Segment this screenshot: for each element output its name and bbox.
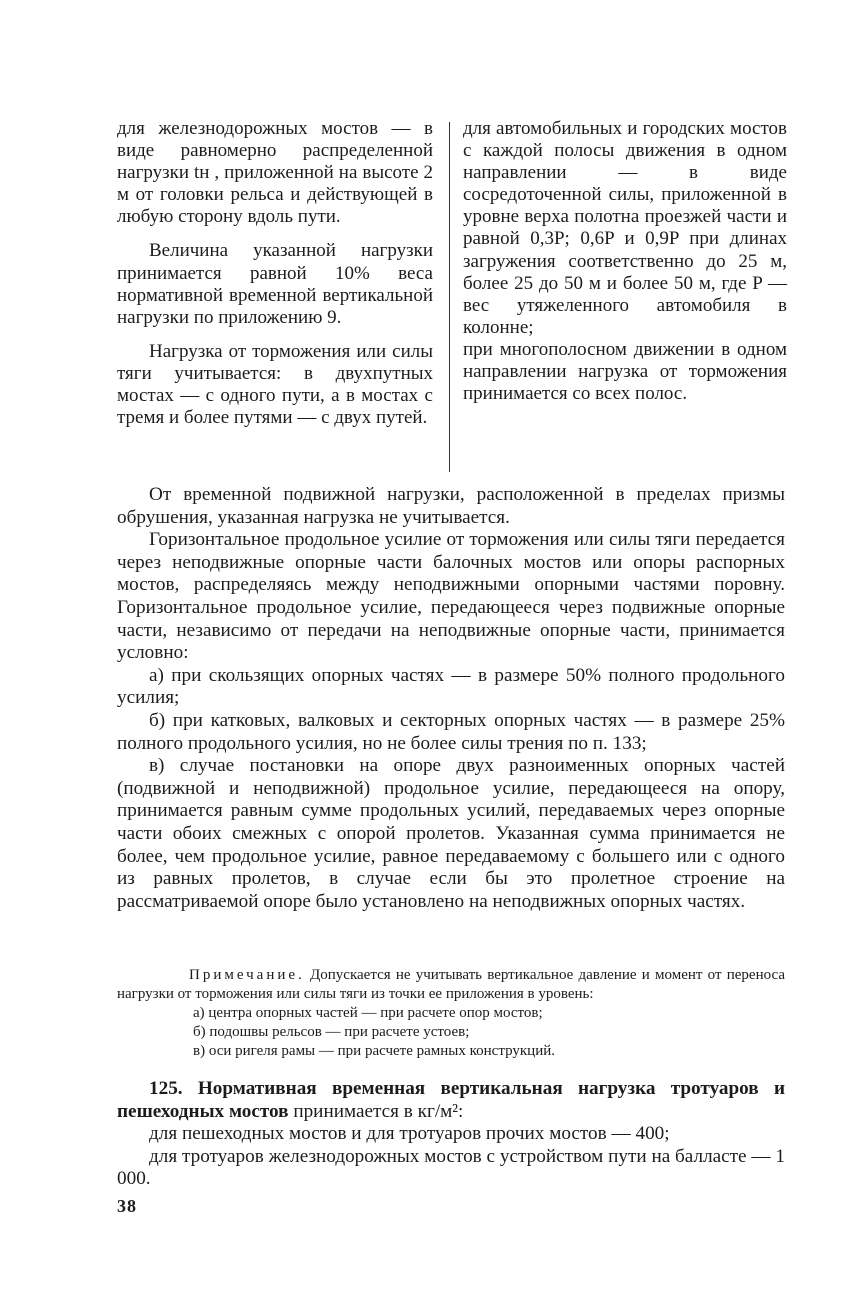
left-column-paragraph: Нагрузка от торможения или силы тяги учитывается: в двухпутных мостах — с одного пути, а в мостах с тремя и более путями — с двух путей. xyxy=(117,340,433,429)
right-column-paragraph: при многополосном движении в одном направлении нагрузка от торможения принимается со всех полос. xyxy=(463,338,787,405)
page-number: 38 xyxy=(117,1196,137,1216)
note-item: а) центра опорных частей — при расчете опор мостов; xyxy=(193,1005,543,1021)
right-column-paragraph: для автомобильных и городских мостов с каждой полосы движения в одном направлении — в виде сосредоточенной силы, приложенной в уровне верха полотна проезжей части и равной 0,3P; 0,6P и 0,9P при длинах загружения соответственно до 25 м, более 25 до 50 м и более 50 м, где P — вес утяжеленного автомобиля в колонне; xyxy=(463,118,787,338)
section-line: для пешеходных мостов и для тротуаров прочих мостов — 400; xyxy=(149,1123,670,1145)
list-item: б) при катковых, валковых и секторных опорных частях — в размере 25% полного продольного усилия, но не более силы трения по п. 133; xyxy=(117,709,785,754)
column-divider xyxy=(449,122,450,472)
list-item: в) случае постановки на опоре двух разноименных опорных частей (подвижной и неподвижной) продольное усилие, передающееся на опору, принимается равным сумме продольных усилий, передаваемых через опорные части обоих смежных с опорой пролетов. Указанная сумма принимается не более, чем продольное усилие, равное передаваемому с большего или с одного из равных пролетов, в случае если бы это пролетное строение на рассматриваемой опоре было установлено на неподвижных опорных частях. xyxy=(117,755,785,912)
section-heading xyxy=(117,1078,785,1123)
note-item: в) оси ригеля рамы — при расчете рамных конструкций. xyxy=(193,1043,555,1059)
list-item: а) при скользящих опорных частях — в размере 50% полного продольного усилия; xyxy=(117,664,785,709)
section-line: для тротуаров железнодорожных мостов с устройством пути на балласте — 1 000. xyxy=(117,1145,785,1190)
note-block xyxy=(117,966,785,1061)
note-paragraph xyxy=(117,966,785,1004)
note-label: Примечание. xyxy=(189,967,305,983)
left-column-paragraph: Величина указанной нагрузки принимается равной 10% веса нормативной временной вертикальной нагрузки по приложению 9. xyxy=(117,240,433,328)
section-heading-rest: принимается в кг/м²: xyxy=(293,1100,464,1122)
note-item: б) подошвы рельсов — при расчете устоев; xyxy=(193,1024,470,1040)
note-text: Допускается не учитывать вертикальное давление и момент от переноса нагрузки от торможения или силы тяги из точки ее приложения в уровень: xyxy=(117,967,785,1002)
left-column-paragraph: для железнодорожных мостов — в виде равномерно распределенной нагрузки tн , приложенной на высоте 2 м от головки рельса и действующей в любую сторону вдоль пути. xyxy=(117,118,433,228)
body-paragraph: Горизонтальное продольное усилие от торможения или силы тяги передается через неподвижные опорные части балочных мостов или опоры распорных мостов, распределяясь между неподвижными опорными частями поровну. Горизонтальное продольное усилие, передающееся через подвижные опорные части, независимо от передачи на неподвижные опорные части, принимается условно: xyxy=(117,529,785,664)
left-column xyxy=(117,118,433,429)
section-heading-bold: 125. Нормативная временная вертикальная нагрузка тротуаров и пешеходных мостов xyxy=(117,1078,785,1122)
right-column xyxy=(463,118,787,405)
section-125 xyxy=(117,1078,785,1191)
two-column-block xyxy=(117,118,787,480)
body-paragraph: От временной подвижной нагрузки, расположенной в пределах призмы обрушения, указанная нагрузка не учитывается. xyxy=(117,484,785,528)
main-text xyxy=(117,484,785,913)
